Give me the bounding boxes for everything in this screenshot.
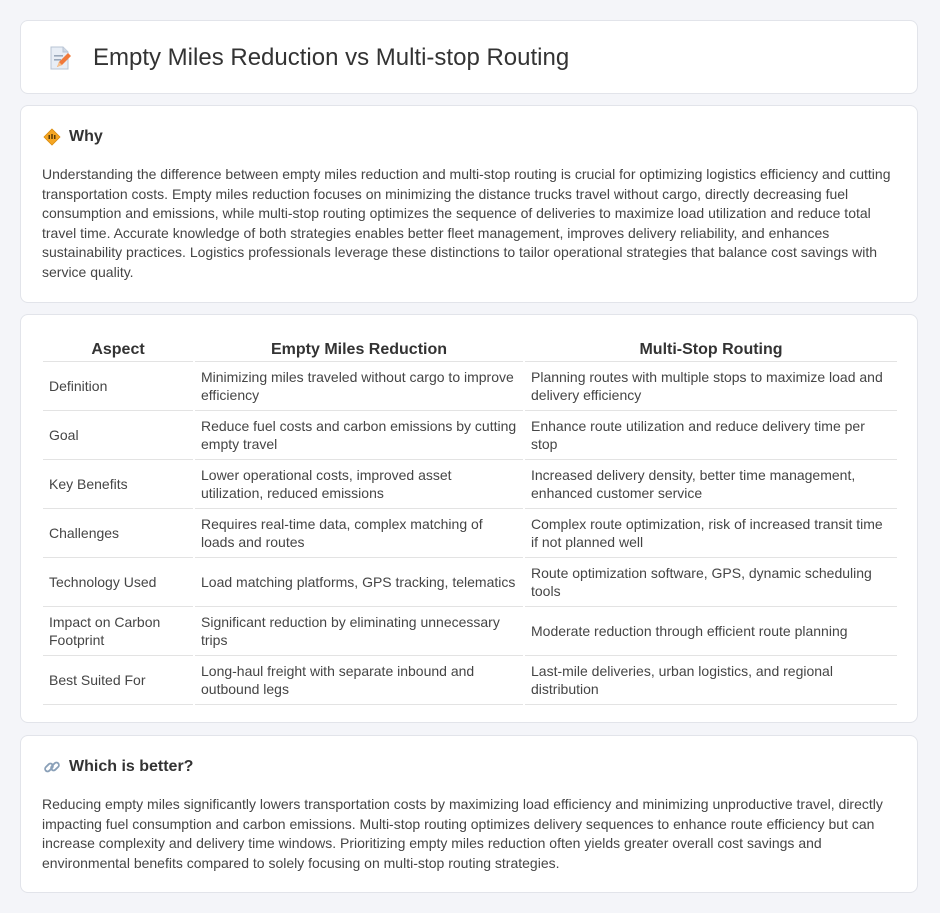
empty-miles-cell: Significant reduction by eliminating unnecessary trips (195, 607, 523, 656)
document-pencil-icon (47, 45, 73, 71)
multi-stop-cell: Complex route optimization, risk of increased transit time if not planned well (525, 509, 897, 558)
table-header-row (43, 335, 897, 362)
aspect-cell: Impact on Carbon Footprint (43, 607, 193, 656)
table-row (43, 656, 897, 705)
aspect-cell: Definition (43, 362, 193, 411)
which-is-better-paragraph: Reducing empty miles significantly lowers transportation costs by maximizing load efficiency and minimizing unproductive travel, directly impacting fuel consumption and carbon emissions. Multi-stop routing optimizes delivery sequences to enhance route efficiency but can increase complexity and delivery time windows. Prioritizing empty miles reduction often yields greater overall cost savings and environmental benefits compared to solely focusing on multi-stop routing strategies. (42, 796, 883, 871)
empty-miles-cell: Requires real-time data, complex matching of loads and routes (195, 509, 523, 558)
which-is-better-title: Which is better? (69, 758, 194, 775)
comparison-table (41, 335, 899, 705)
empty-miles-cell: Minimizing miles traveled without cargo to improve efficiency (195, 362, 523, 411)
which-is-better-heading (43, 756, 193, 778)
empty-miles-cell: Reduce fuel costs and carbon emissions by cutting empty travel (195, 411, 523, 460)
header-aspect: Aspect (43, 335, 193, 362)
warning-sign-icon (43, 128, 61, 146)
which-is-better-section (20, 735, 918, 893)
multi-stop-cell: Route optimization software, GPS, dynamic scheduling tools (525, 558, 897, 607)
table-row (43, 509, 897, 558)
table-row (43, 411, 897, 460)
why-section (20, 105, 918, 303)
header-card (20, 20, 918, 94)
empty-miles-cell: Lower operational costs, improved asset utilization, reduced emissions (195, 460, 523, 509)
why-heading (43, 126, 103, 148)
why-title: Why (69, 128, 103, 145)
link-icon (43, 758, 61, 776)
aspect-cell: Technology Used (43, 558, 193, 607)
comparison-card (20, 314, 918, 723)
why-paragraph: Understanding the difference between empty miles reduction and multi-stop routing is crucial for optimizing logistics efficiency and cutting transportation costs. Empty miles reduction focuses on minimizing the distance trucks travel without cargo, directly decreasing fuel consumption and emissions, while multi-stop routing optimizes the sequence of deliveries to maximize load utilization and reduce total travel time. Accurate knowledge of both strategies enables better fleet management, improves delivery reliability, and enhances sustainability practices. Logistics professionals leverage these distinctions to tailor operational strategies that balance cost savings with service quality. (42, 166, 891, 280)
empty-miles-cell: Load matching platforms, GPS tracking, telematics (195, 558, 523, 607)
aspect-cell: Challenges (43, 509, 193, 558)
empty-miles-cell: Long-haul freight with separate inbound and outbound legs (195, 656, 523, 705)
aspect-cell: Goal (43, 411, 193, 460)
multi-stop-cell: Last-mile deliveries, urban logistics, and regional distribution (525, 656, 897, 705)
aspect-cell: Best Suited For (43, 656, 193, 705)
aspect-cell: Key Benefits (43, 460, 193, 509)
multi-stop-cell: Enhance route utilization and reduce delivery time per stop (525, 411, 897, 460)
table-row (43, 607, 897, 656)
multi-stop-cell: Increased delivery density, better time management, enhanced customer service (525, 460, 897, 509)
multi-stop-cell: Moderate reduction through efficient route planning (525, 607, 897, 656)
header-multi-stop: Multi-Stop Routing (525, 335, 897, 362)
table-row (43, 362, 897, 411)
multi-stop-cell: Planning routes with multiple stops to maximize load and delivery efficiency (525, 362, 897, 411)
page-title: Empty Miles Reduction vs Multi-stop Routing (93, 44, 570, 71)
table-row (43, 558, 897, 607)
table-row (43, 460, 897, 509)
header-empty-miles: Empty Miles Reduction (195, 335, 523, 362)
